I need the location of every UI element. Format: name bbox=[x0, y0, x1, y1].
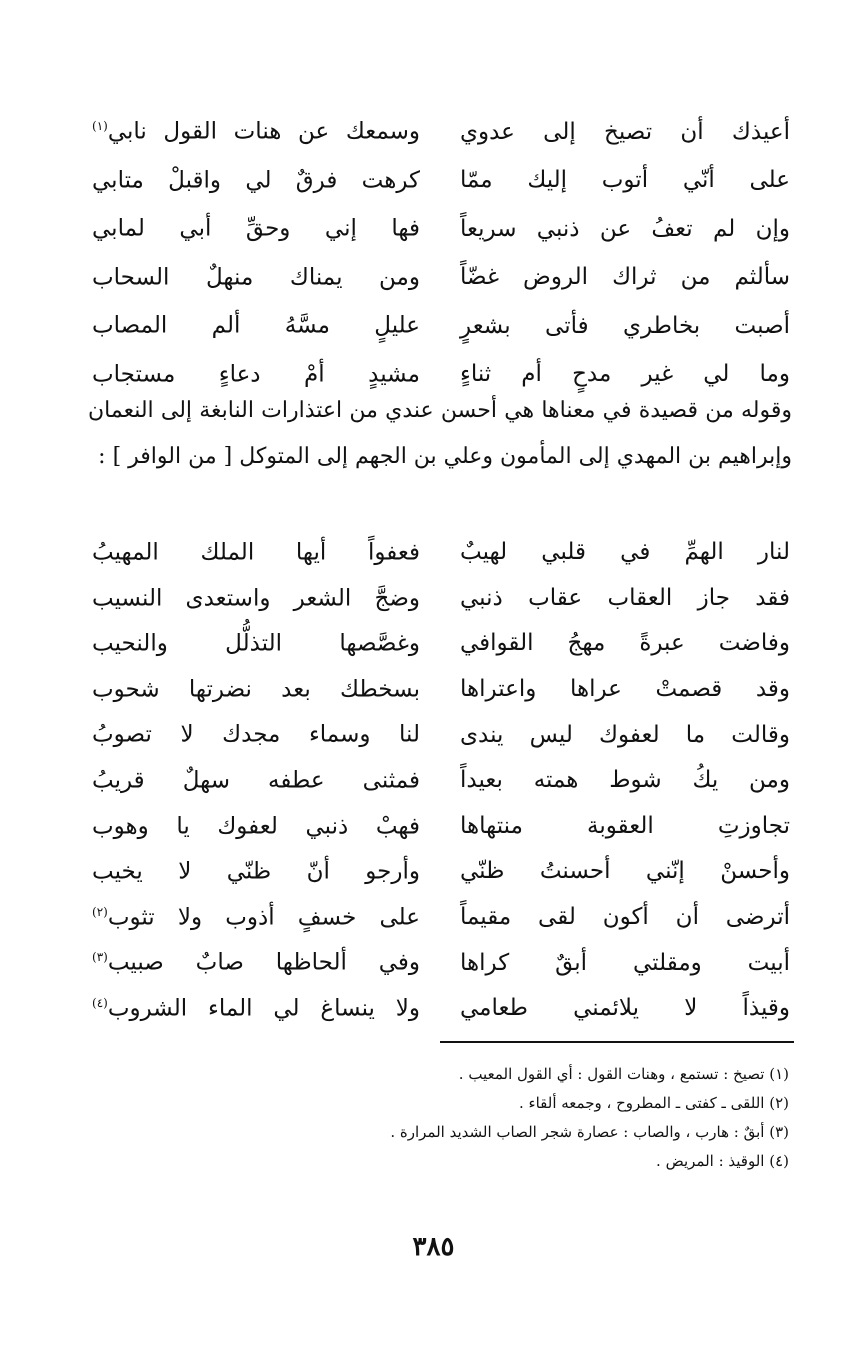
verse-second-hemistich bbox=[90, 266, 420, 290]
footnotes bbox=[189, 1060, 789, 1176]
verse-second-hemistich bbox=[90, 815, 420, 839]
verse-first-hemistich: وأحسنْ إنّني أحسنتُ ظنّي bbox=[460, 858, 790, 885]
verse-second-hemistich bbox=[90, 169, 420, 193]
poem-first bbox=[90, 108, 790, 399]
verse-first-hemistich: وقيذاً لا يلائمني طعامي bbox=[460, 995, 790, 1022]
hemistich-text: عليلٍ مسَّهُ ألم المصاب bbox=[92, 313, 420, 340]
verse-first-hemistich: أترضى أن أكون لقى مقيماً bbox=[460, 904, 790, 931]
verse-first-hemistich: أبيت ومقلتي أبقٌ كراها bbox=[460, 949, 790, 976]
hemistich-text: لنا وسماء مجدك لا تصوبُ bbox=[92, 722, 420, 748]
verse-first-hemistich: لنار الهمِّ في قلبي لهيبٌ bbox=[460, 539, 790, 566]
footnote: (٢) اللقى ـ كفتى ـ المطروح ، وجمعه ألقاء . bbox=[519, 1094, 789, 1112]
verse-second-hemistich bbox=[90, 217, 420, 241]
hemistich-text: ولا ينساغ لي الماء الشروب bbox=[107, 995, 420, 1022]
verse-first-hemistich: وما لي غير مدحٍ أم ثناءٍ bbox=[460, 361, 790, 388]
verse-first-hemistich: وقد قصمتْ عراها واعتراها bbox=[460, 676, 790, 703]
hemistich-text: مشيدٍ أمْ دعاءٍ مستجاب bbox=[92, 361, 420, 388]
page-number: ٣٨٥ bbox=[412, 1232, 455, 1262]
verse bbox=[90, 205, 790, 254]
verse bbox=[90, 758, 790, 804]
hemistich-text: بسخطك بعد نضرتها شحوب bbox=[92, 676, 420, 703]
verse-first-hemistich: سألثم من ثراك الروض غضّاً bbox=[460, 264, 790, 291]
poem-second bbox=[90, 530, 790, 1032]
hemistich-text: وغصَّصها التذلُّل والنحيب bbox=[92, 630, 420, 657]
hemistich-text: ومن يمناك منهلٌ السحاب bbox=[92, 264, 420, 291]
verse-second-hemistich bbox=[90, 997, 420, 1021]
verse-second-hemistich bbox=[90, 860, 420, 884]
hemistich-text: وأرجو أنّ ظنّي لا يخيب bbox=[92, 858, 420, 885]
verse-second-hemistich bbox=[90, 632, 420, 656]
hemistich-text: فها إني وحقِّ أبي لمابي bbox=[92, 216, 420, 243]
verse-first-hemistich: فقد جاز العقاب عقاب ذنبي bbox=[460, 584, 790, 611]
verse bbox=[90, 986, 790, 1032]
verse bbox=[90, 108, 790, 157]
verse-second-hemistich bbox=[90, 678, 420, 702]
verse-second-hemistich bbox=[90, 723, 420, 747]
verse bbox=[90, 667, 790, 713]
hemistich-text: كرهت فرقٌ لي واقبلْ متابي bbox=[92, 167, 420, 194]
verse bbox=[90, 576, 790, 622]
hemistich-text: فمثنى عطفه سهلٌ قريبُ bbox=[92, 767, 420, 794]
footnote-separator bbox=[440, 1041, 794, 1043]
hemistich-text: فهبْ ذنبي لعفوك يا وهوب bbox=[92, 813, 420, 840]
footnote: (٣) أبقٌ : هارب ، والصاب : عصارة شجر الصاب الشديد المرارة . bbox=[390, 1123, 789, 1141]
verse bbox=[90, 940, 790, 986]
verse-first-hemistich: أصبت بخاطري فأتى بشعرٍ bbox=[460, 312, 790, 339]
prose-paragraph: وقوله من قصيدة في معناها هي أحسن عندي من اعتذارات النابغة إلى النعمان وإبراهيم بن المهدي إلى المأمون وعلي بن الجهم إلى المتوكل [ من الوافر ] : bbox=[88, 398, 792, 469]
hemistich-text: وضجَّ الشعر واستعدى النسيب bbox=[92, 585, 420, 612]
verse-first-hemistich: على أنّي أتوب إليك ممّا bbox=[460, 167, 790, 194]
verse bbox=[90, 621, 790, 667]
footnote-ref: (٢) bbox=[92, 904, 108, 919]
verse-second-hemistich bbox=[90, 314, 420, 338]
verse bbox=[90, 157, 790, 206]
verse bbox=[90, 302, 790, 351]
verse-first-hemistich: وإن لم تعفُ عن ذنبي سريعاً bbox=[460, 215, 790, 242]
verse-second-hemistich bbox=[90, 363, 420, 387]
hemistich-text: على خسفٍ أذوب ولا تثوب bbox=[107, 904, 420, 931]
footnote: (١) تصيخ : تستمع ، وهنات القول : أي القول المعيب . bbox=[458, 1065, 789, 1083]
verse bbox=[90, 849, 790, 895]
verse-first-hemistich: تجاوزتِ العقوبة منتهاها bbox=[460, 812, 790, 839]
verse-second-hemistich bbox=[90, 587, 420, 611]
verse-first-hemistich: وفاضت عبرةً مهجُ القوافي bbox=[460, 630, 790, 657]
footnote: (٤) الوقيذ : المريض . bbox=[656, 1152, 789, 1170]
verse-second-hemistich bbox=[90, 951, 420, 975]
hemistich-text: فعفواً أيها الملك المهيبُ bbox=[92, 539, 420, 566]
verse bbox=[90, 530, 790, 576]
verse-second-hemistich bbox=[90, 906, 420, 930]
verse bbox=[90, 254, 790, 303]
verse-second-hemistich bbox=[90, 541, 420, 565]
footnote-ref: (١) bbox=[92, 119, 108, 134]
hemistich-text: وفي ألحاظها صابٌ صبيب bbox=[107, 949, 420, 976]
verse-second-hemistich bbox=[90, 120, 420, 144]
verse-second-hemistich bbox=[90, 769, 420, 793]
verse-first-hemistich: أعيذك أن تصيخ إلى عدوي bbox=[460, 118, 790, 145]
verse bbox=[90, 712, 790, 758]
verse bbox=[90, 895, 790, 941]
verse-first-hemistich: وقالت ما لعفوك ليس يندى bbox=[460, 721, 790, 748]
footnote-ref: (٤) bbox=[92, 995, 108, 1010]
hemistich-text: وسمعك عن هنات القول نابي bbox=[107, 119, 420, 146]
verse bbox=[90, 804, 790, 850]
verse-first-hemistich: ومن يكُ شوط همته بعيداً bbox=[460, 767, 790, 794]
footnote-ref: (٣) bbox=[92, 950, 108, 965]
